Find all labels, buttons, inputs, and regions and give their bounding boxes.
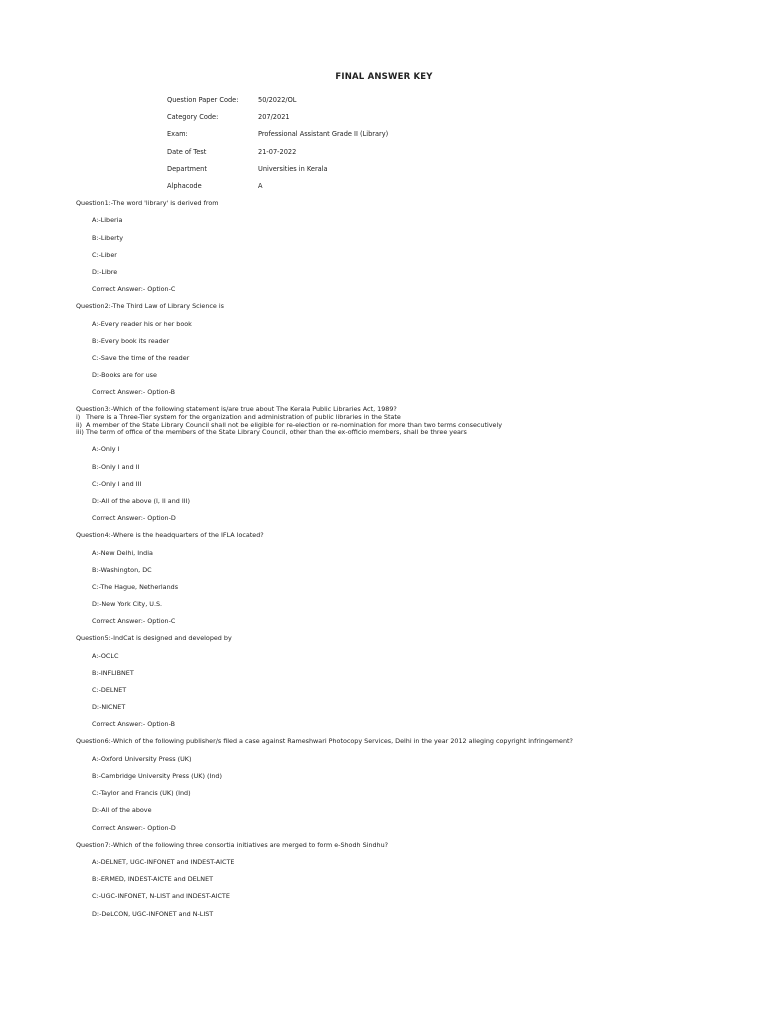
answer-option: B:-Only I and II [92,462,140,471]
meta-value: A [258,181,263,190]
question-text: Question4:-Where is the headquarters of the IFLA located? [76,531,264,540]
answer-option: A:-Liberia [92,216,123,225]
correct-answer: Correct Answer:- Option-C [92,285,176,294]
answer-option: D:-Libre [92,267,118,276]
meta-value: Professional Assistant Grade II (Library) [258,130,389,139]
meta-label: Department [167,164,207,173]
correct-answer: Correct Answer:- Option-D [92,514,176,523]
question-statement [76,429,756,437]
question-block [76,530,756,626]
answer-option: B:-Washington, DC [92,565,152,574]
meta-label: Alphacode [167,181,202,190]
answer-option: A:-DELNET, UGC-INFONET and INDEST-AICTE [92,858,235,867]
correct-answer: Correct Answer:- Option-D [92,823,176,832]
answer-option: D:-NICNET [92,703,126,712]
answer-option: C:-Liber [92,250,117,259]
question-block [76,404,756,523]
meta-label: Question Paper Code: [167,96,239,104]
correct-answer: Correct Answer:- Option-B [92,388,176,397]
meta-label: Date of Test [167,147,207,156]
meta-row [167,112,518,129]
answer-option: C:-The Hague, Netherlands [92,582,179,591]
meta-label: Category Code: [167,113,219,122]
answer-option: C:-Taylor and Francis (UK) (Ind) [92,789,191,798]
answer-option: B:-Cambridge University Press (UK) (Ind) [92,772,222,781]
meta-row [167,129,518,146]
question-text: Question6:-Which of the following publisher/s filed a case against Rameshwari Photocopy Services, Delhi in the year 2012 alleging copyright infringement? [76,737,573,746]
question-block [76,301,756,397]
question-block [76,633,756,729]
meta-row [167,164,518,181]
document-title: FINAL ANSWER KEY [335,72,433,82]
question-text: Question3:-Which of the following statement is/are true about The Kerala Public Libraries Act, 1989? [76,405,397,414]
answer-option: A:-Oxford University Press (UK) [92,754,192,763]
meta-value: 50/2022/OL [258,96,297,104]
answer-option: B:-ERMED, INDEST-AICTE and DELNET [92,875,214,884]
answer-option: D:-Books are for use [92,371,157,380]
statement-text: A member of the State Library Council shall not be eligible for re-election or re-nomination for more than two terms consecutively [86,420,503,429]
question-block [76,198,756,294]
correct-answer: Correct Answer:- Option-C [92,617,176,626]
answer-option: B:-INFLIBNET [92,668,134,677]
exam-details [167,95,518,198]
answer-option: C:-Only I and III [92,479,142,488]
answer-option: C:-Save the time of the reader [92,353,190,362]
answer-option: C:-UGC-INFONET, N-LIST and INDEST-AICTE [92,892,230,901]
answer-option: D:-All of the above [92,806,152,815]
meta-value: Universities in Kerala [258,164,328,173]
statement-number: ii) [76,420,83,429]
statement-number: i) [76,413,81,422]
answer-option: A:-Only I [92,445,120,454]
question-text: Question7:-Which of the following three consortia initiatives are merged to form e-Shodh Sindhu? [76,840,389,849]
answer-option: D:-DeLCON, UGC-INFONET and N-LIST [92,909,214,918]
question-text: Question2:-The Third Law of Library Science is [76,302,224,311]
answer-option: D:-All of the above (I, II and III) [92,497,190,506]
statement-number: iii) [76,428,84,437]
meta-row [167,181,518,198]
question-text: Question1:-The word 'library' is derived from [76,199,219,207]
correct-answer: Correct Answer:- Option-B [92,720,176,729]
meta-row [167,95,518,112]
answer-option: D:-New York City, U.S. [92,600,163,609]
question-block [76,840,756,919]
answer-option: A:-Every reader his or her book [92,319,192,328]
question-list [76,198,756,919]
answer-option: A:-OCLC [92,651,119,660]
question-block [76,736,756,832]
answer-option: A:-New Delhi, India [92,548,153,557]
meta-value: 207/2021 [258,113,290,122]
statement-text: There is a Three-Tier system for the organization and administration of public libraries in the State [86,413,401,422]
answer-option: B:-Liberty [92,233,124,242]
question-text: Question5:-IndCat is designed and developed by [76,634,232,643]
meta-row [167,147,518,164]
answer-option: C:-DELNET [92,686,127,695]
meta-label: Exam: [167,130,188,139]
statement-text: The term of office of the members of the State Library Council, other than the ex-officio members, shall be three years [86,428,467,437]
answer-option: B:-Every book its reader [92,336,170,345]
meta-value: 21-07-2022 [258,147,297,156]
